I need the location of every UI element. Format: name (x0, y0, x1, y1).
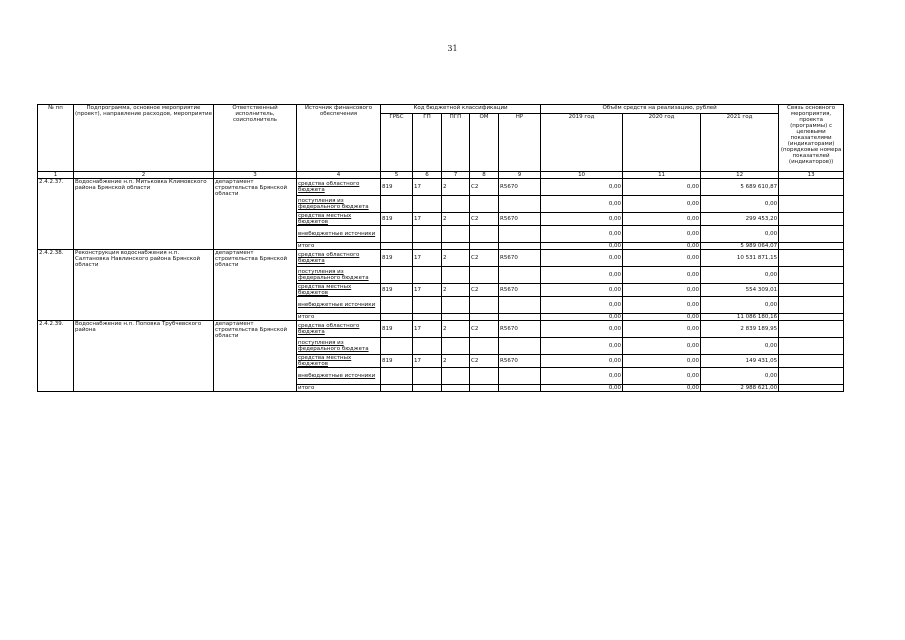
code-gp: 17 (413, 321, 442, 338)
code-pgp (442, 314, 470, 321)
code-nr: R5670 (499, 213, 541, 226)
code-pgp: 2 (442, 355, 470, 368)
amount-2021: 0,00 (701, 368, 779, 385)
total-label: итого (297, 385, 381, 392)
funding-source: средства областного бюджета (297, 179, 381, 196)
amount-2020: 0,00 (623, 338, 701, 355)
code-om: С2 (470, 250, 499, 267)
item-name: Водоснабжение н.п. Поповка Трубчевского района (74, 321, 214, 392)
code-om: С2 (470, 284, 499, 297)
header-pgp: ПГП (442, 114, 470, 172)
code-grbs (381, 226, 413, 243)
funding-source: внебюджетные источники (297, 368, 381, 385)
column-number: 9 (499, 172, 541, 179)
column-number: 4 (297, 172, 381, 179)
code-grbs (381, 385, 413, 392)
total-2021: 2 988 621,00 (701, 385, 779, 392)
code-grbs: 819 (381, 284, 413, 297)
code-gp (413, 314, 442, 321)
column-number-row (38, 172, 844, 179)
code-nr (499, 385, 541, 392)
header-program: Подпрограмма, основное мероприятие (проект), направление расходов, мероприятие (74, 105, 214, 172)
total-2020: 0,00 (623, 243, 701, 250)
code-nr: R5670 (499, 179, 541, 196)
header-source: Источник финансового обеспечения (297, 105, 381, 172)
amount-2019: 0,00 (541, 213, 623, 226)
header-nr: НР (499, 114, 541, 172)
code-om (470, 368, 499, 385)
indicator-link (779, 355, 844, 368)
amount-2021: 0,00 (701, 267, 779, 284)
code-nr: R5670 (499, 355, 541, 368)
code-grbs (381, 368, 413, 385)
amount-2020: 0,00 (623, 196, 701, 213)
indicator-link (779, 314, 844, 321)
code-gp: 17 (413, 250, 442, 267)
code-gp (413, 338, 442, 355)
amount-2019: 0,00 (541, 196, 623, 213)
amount-2019: 0,00 (541, 368, 623, 385)
code-grbs: 819 (381, 250, 413, 267)
column-number: 12 (701, 172, 779, 179)
item-name: Реконструкция водоснабжения н.п. Салтановка Навлинского района Брянской области (74, 250, 214, 321)
table-body (38, 179, 844, 392)
item-executor: департамент строительства Брянской области (214, 321, 297, 392)
amount-2020: 0,00 (623, 284, 701, 297)
total-2021: 5 989 064,07 (701, 243, 779, 250)
amount-2020: 0,00 (623, 179, 701, 196)
column-number: 13 (779, 172, 844, 179)
code-pgp (442, 267, 470, 284)
code-pgp: 2 (442, 213, 470, 226)
funding-source: поступления из федерального бюджета (297, 267, 381, 284)
code-om (470, 267, 499, 284)
code-grbs: 819 (381, 321, 413, 338)
code-pgp (442, 297, 470, 314)
funding-source: внебюджетные источники (297, 297, 381, 314)
code-grbs: 819 (381, 213, 413, 226)
code-gp (413, 267, 442, 284)
funding-source: внебюджетные источники (297, 226, 381, 243)
header-2019: 2019 год (541, 114, 623, 172)
indicator-link (779, 226, 844, 243)
code-gp (413, 226, 442, 243)
table-row (38, 179, 844, 196)
column-number: 7 (442, 172, 470, 179)
code-gp (413, 385, 442, 392)
code-nr (499, 243, 541, 250)
code-nr: R5670 (499, 284, 541, 297)
code-pgp: 2 (442, 321, 470, 338)
amount-2021: 5 689 610,87 (701, 179, 779, 196)
code-pgp (442, 226, 470, 243)
code-nr: R5670 (499, 250, 541, 267)
code-pgp (442, 196, 470, 213)
funding-source: средства областного бюджета (297, 250, 381, 267)
amount-2021: 0,00 (701, 196, 779, 213)
code-grbs (381, 314, 413, 321)
header-2020: 2020 год (623, 114, 701, 172)
item-executor: департамент строительства Брянской области (214, 250, 297, 321)
item-name: Водоснабжение н.п. Митьковка Климовского района Брянской области (74, 179, 214, 250)
code-om (470, 385, 499, 392)
code-pgp (442, 368, 470, 385)
column-number: 1 (38, 172, 74, 179)
code-gp (413, 196, 442, 213)
indicator-link (779, 179, 844, 196)
total-2019: 0,00 (541, 385, 623, 392)
header-code-group: Код бюджетной классификации (381, 105, 541, 114)
column-number: 6 (413, 172, 442, 179)
code-gp (413, 368, 442, 385)
amount-2021: 299 453,20 (701, 213, 779, 226)
indicator-link (779, 368, 844, 385)
table-row (38, 321, 844, 338)
item-number: 2.4.2.38. (38, 250, 74, 321)
code-grbs (381, 297, 413, 314)
amount-2021: 0,00 (701, 226, 779, 243)
amount-2021: 2 839 189,95 (701, 321, 779, 338)
code-om (470, 297, 499, 314)
code-nr (499, 314, 541, 321)
code-gp: 17 (413, 179, 442, 196)
code-pgp: 2 (442, 250, 470, 267)
amount-2019: 0,00 (541, 226, 623, 243)
item-executor: департамент строительства Брянской области (214, 179, 297, 250)
amount-2019: 0,00 (541, 321, 623, 338)
item-number: 2.4.2.39. (38, 321, 74, 392)
code-om: С2 (470, 213, 499, 226)
amount-2021: 149 431,05 (701, 355, 779, 368)
header-om: ОМ (470, 114, 499, 172)
code-nr (499, 267, 541, 284)
amount-2019: 0,00 (541, 355, 623, 368)
code-nr (499, 226, 541, 243)
total-label: итого (297, 314, 381, 321)
code-nr (499, 196, 541, 213)
code-nr: R5670 (499, 321, 541, 338)
indicator-link (779, 338, 844, 355)
header-grbs: ГРБС (381, 114, 413, 172)
header-link: Связь основного мероприятия, проекта (программы) с целевыми показателями (индикаторами) (порядковые номера показателей (индикаторов)) (779, 105, 844, 172)
amount-2021: 10 531 871,15 (701, 250, 779, 267)
code-om (470, 243, 499, 250)
table-row (38, 250, 844, 267)
code-nr (499, 368, 541, 385)
column-number: 5 (381, 172, 413, 179)
amount-2020: 0,00 (623, 297, 701, 314)
code-om (470, 338, 499, 355)
code-grbs (381, 243, 413, 250)
code-gp: 17 (413, 213, 442, 226)
indicator-link (779, 284, 844, 297)
code-om (470, 226, 499, 243)
budget-table (37, 104, 844, 392)
code-pgp (442, 385, 470, 392)
item-number: 2.4.2.37. (38, 179, 74, 250)
indicator-link (779, 250, 844, 267)
code-gp (413, 297, 442, 314)
code-pgp: 2 (442, 284, 470, 297)
code-pgp (442, 338, 470, 355)
code-om (470, 196, 499, 213)
amount-2019: 0,00 (541, 267, 623, 284)
amount-2019: 0,00 (541, 338, 623, 355)
amount-2020: 0,00 (623, 267, 701, 284)
amount-2019: 0,00 (541, 250, 623, 267)
amount-2020: 0,00 (623, 368, 701, 385)
indicator-link (779, 196, 844, 213)
amount-2020: 0,00 (623, 226, 701, 243)
header-executor: Ответственный исполнитель, соисполнитель (214, 105, 297, 172)
code-om: С2 (470, 179, 499, 196)
page-number: 31 (447, 44, 458, 53)
code-grbs (381, 267, 413, 284)
amount-2020: 0,00 (623, 213, 701, 226)
total-2019: 0,00 (541, 243, 623, 250)
column-number: 11 (623, 172, 701, 179)
header-2021: 2021 год (701, 114, 779, 172)
amount-2021: 554 309,01 (701, 284, 779, 297)
header-gp: ГП (413, 114, 442, 172)
code-grbs (381, 196, 413, 213)
indicator-link (779, 267, 844, 284)
amount-2019: 0,00 (541, 179, 623, 196)
total-2020: 0,00 (623, 314, 701, 321)
code-pgp: 2 (442, 179, 470, 196)
amount-2019: 0,00 (541, 284, 623, 297)
code-nr (499, 338, 541, 355)
code-pgp (442, 243, 470, 250)
indicator-link (779, 385, 844, 392)
amount-2021: 0,00 (701, 338, 779, 355)
header-num: № пп (38, 105, 74, 172)
indicator-link (779, 243, 844, 250)
indicator-link (779, 297, 844, 314)
column-number: 10 (541, 172, 623, 179)
funding-source: средства областного бюджета (297, 321, 381, 338)
code-om (470, 314, 499, 321)
total-2021: 11 086 180,16 (701, 314, 779, 321)
funding-source: поступления из федерального бюджета (297, 338, 381, 355)
amount-2019: 0,00 (541, 297, 623, 314)
code-nr (499, 297, 541, 314)
total-2019: 0,00 (541, 314, 623, 321)
code-grbs (381, 338, 413, 355)
column-number: 3 (214, 172, 297, 179)
code-om: С2 (470, 355, 499, 368)
header-volume-group: Объём средств на реализацию, рублей (541, 105, 779, 114)
amount-2020: 0,00 (623, 321, 701, 338)
code-om: С2 (470, 321, 499, 338)
funding-source: поступления из федерального бюджета (297, 196, 381, 213)
column-number: 8 (470, 172, 499, 179)
code-gp: 17 (413, 284, 442, 297)
code-gp (413, 243, 442, 250)
total-label: итого (297, 243, 381, 250)
funding-source: средства местных бюджетов (297, 213, 381, 226)
amount-2021: 0,00 (701, 297, 779, 314)
amount-2020: 0,00 (623, 355, 701, 368)
indicator-link (779, 321, 844, 338)
code-gp: 17 (413, 355, 442, 368)
funding-source: средства местных бюджетов (297, 284, 381, 297)
code-grbs: 819 (381, 179, 413, 196)
indicator-link (779, 213, 844, 226)
column-number: 2 (74, 172, 214, 179)
total-2020: 0,00 (623, 385, 701, 392)
code-grbs: 819 (381, 355, 413, 368)
amount-2020: 0,00 (623, 250, 701, 267)
funding-source: средства местных бюджетов (297, 355, 381, 368)
